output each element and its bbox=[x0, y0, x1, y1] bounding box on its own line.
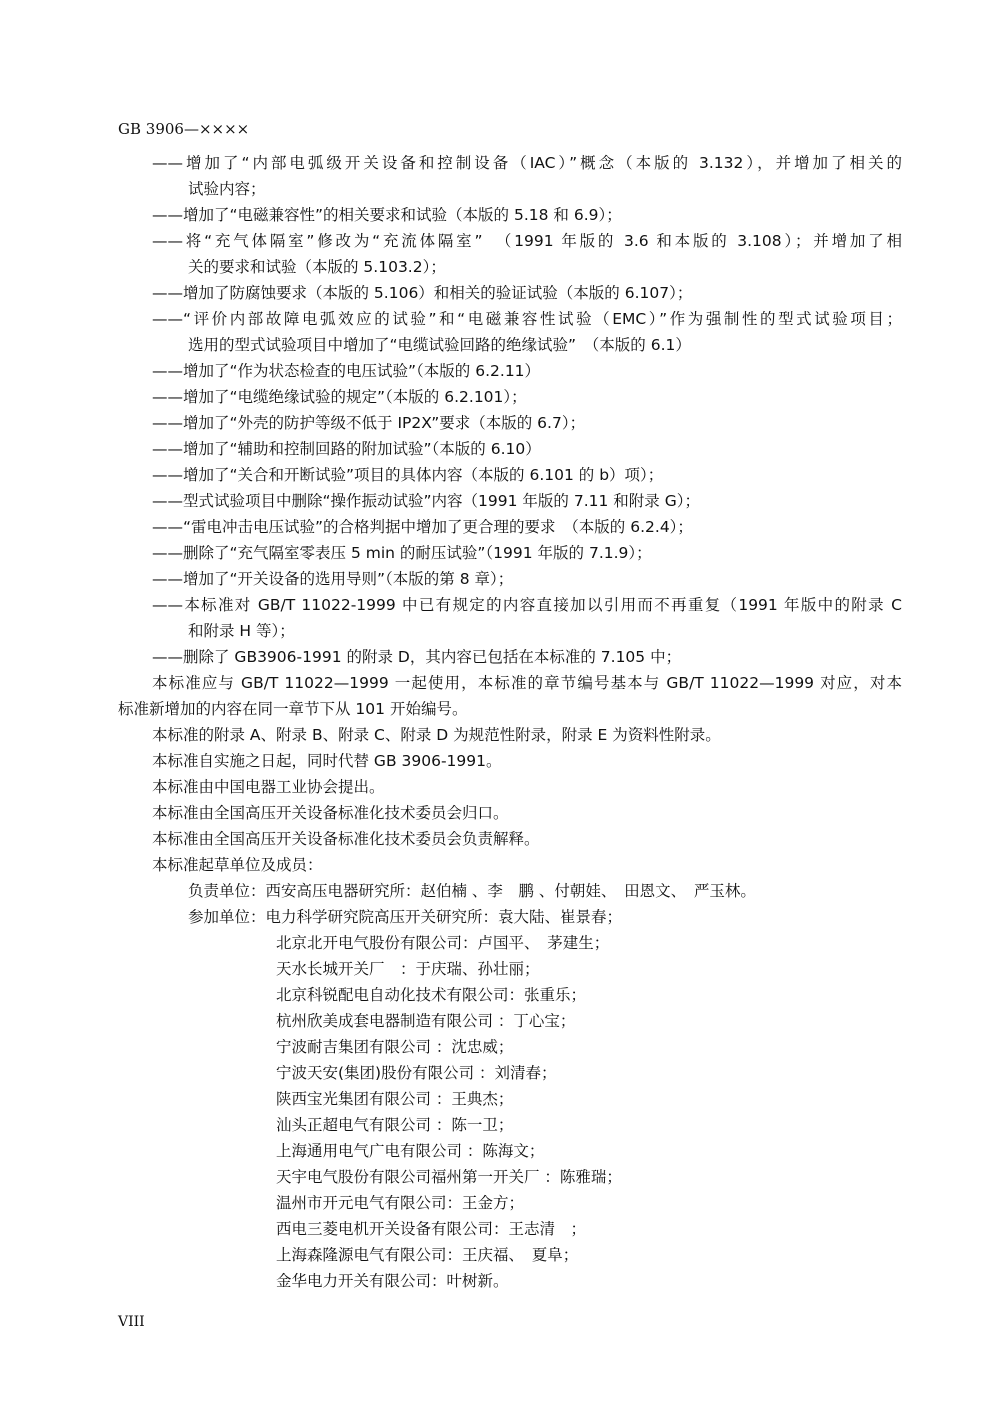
paragraph-line: 本标准由全国高压开关设备标准化技术委员会负责解释。 bbox=[152, 830, 540, 848]
change-item-line: ——增加了“关合和开断试验”项目的具体内容（本版的 6.101 的 b）项）； bbox=[152, 466, 664, 484]
drafter-entry: 天水长城开关厂 ：于庆瑞、孙壮丽； bbox=[276, 960, 540, 978]
change-item-line: ——将“充气体隔室”修改为“充流体隔室” （1991 年版的 3.6 和本版的 3.108）；并增加了相 bbox=[152, 232, 902, 250]
drafter-entry: 负责单位：西安高压电器研究所：赵伯楠 、李 鹏 、付朝娃、 田恩文、 严玉林。 bbox=[188, 882, 756, 900]
drafter-entry: 天宇电气股份有限公司福州第一开关厂 ：陈雅瑞； bbox=[276, 1168, 622, 1186]
paragraph-line: 本标准由中国电器工业协会提出。 bbox=[152, 778, 385, 796]
change-item-continuation: 试验内容； bbox=[188, 180, 266, 198]
change-item-line: ——本标准对 GB/T 11022-1999 中已有规定的内容直接加以引用而不再重复（1991 年版中的附录 C bbox=[152, 596, 902, 614]
paragraph-line: 本标准起草单位及成员： bbox=[152, 856, 323, 874]
drafter-entry: 杭州欣美成套电器制造有限公司 ：丁心宝； bbox=[276, 1012, 576, 1030]
change-item-line: ——型式试验项目中删除“操作振动试验”内容（1991 年版的 7.11 和附录 G）； bbox=[152, 492, 700, 510]
drafter-entry: 北京科锐配电自动化技术有限公司：张重乐； bbox=[276, 986, 587, 1004]
document-body bbox=[118, 150, 902, 1294]
paragraph-line: 本标准由全国高压开关设备标准化技术委员会归口。 bbox=[152, 804, 509, 822]
drafter-entry: 陕西宝光集团有限公司 ：王典杰； bbox=[276, 1090, 514, 1108]
drafter-entry: 上海森隆源电气有限公司：王庆福、 夏阜； bbox=[276, 1246, 579, 1264]
drafter-entry: 金华电力开关有限公司：叶树新。 bbox=[276, 1272, 509, 1290]
drafter-entry: 汕头正超电气有限公司 ：陈一卫； bbox=[276, 1116, 514, 1134]
change-item-line: ——增加了“开关设备的选用导则”（本版的第 8 章）； bbox=[152, 570, 514, 588]
change-item-continuation: 选用的型式试验项目中增加了“电缆试验回路的绝缘试验” （本版的 6.1） bbox=[188, 336, 691, 354]
change-item-line: ——删除了 GB3906-1991 的附录 D，其内容已包括在本标准的 7.105 中； bbox=[152, 648, 682, 666]
drafter-entry: 参加单位：电力科学研究院高压开关研究所：袁大陆、崔景春； bbox=[188, 908, 623, 926]
change-item-line: ——增加了“内部电弧级开关设备和控制设备（IAC）”概念（本版的 3.132），并增加了相关的 bbox=[152, 154, 902, 172]
drafter-entry: 宁波耐吉集团有限公司 ：沈忠威； bbox=[276, 1038, 514, 1056]
drafter-entry: 上海通用电气广电有限公司 ：陈海文； bbox=[276, 1142, 545, 1160]
change-item-line: ——“雷电冲击电压试验”的合格判据中增加了更合理的要求 （本版的 6.2.4）； bbox=[152, 518, 693, 536]
change-item-line: ——增加了“外壳的防护等级不低于 IP2X”要求（本版的 6.7）； bbox=[152, 414, 586, 432]
standard-code-header: GB 3906—×××× bbox=[118, 120, 250, 138]
change-item-line: ——增加了“电磁兼容性”的相关要求和试验（本版的 5.18 和 6.9）； bbox=[152, 206, 622, 224]
change-item-continuation: 和附录 H 等）； bbox=[188, 622, 295, 640]
change-item-line: ——删除了“充气隔室零表压 5 min 的耐压试验”（1991 年版的 7.1.9）； bbox=[152, 544, 652, 562]
change-item-line: ——增加了“电缆绝缘试验的规定”（本版的 6.2.101）； bbox=[152, 388, 527, 406]
page-number: VIII bbox=[118, 1314, 145, 1330]
paragraph-line: 本标准的附录 A、附录 B、附录 C、附录 D 为规范性附录，附录 E 为资料性附录。 bbox=[152, 726, 721, 744]
change-item-line: ——“评价内部故障电弧效应的试验”和“电磁兼容性试验（EMC）”作为强制性的型式试验项目； bbox=[152, 310, 902, 328]
drafter-entry: 温州市开元电气有限公司：王金方； bbox=[276, 1194, 525, 1212]
drafter-entry: 北京北开电气股份有限公司：卢国平、 茅建生； bbox=[276, 934, 610, 952]
change-item-line: ——增加了防腐蚀要求（本版的 5.106）和相关的验证试验（本版的 6.107）； bbox=[152, 284, 693, 302]
change-item-line: ——增加了“辅助和控制回路的附加试验”（本版的 6.10） bbox=[152, 440, 541, 458]
change-item-line: ——增加了“作为状态检查的电压试验”（本版的 6.2.11） bbox=[152, 362, 541, 380]
drafter-entry: 宁波天安(集团)股份有限公司 ：刘清春； bbox=[276, 1064, 557, 1082]
change-item-continuation: 关的要求和试验（本版的 5.103.2）； bbox=[188, 258, 446, 276]
drafter-entry: 西电三菱电机开关设备有限公司：王志清 ； bbox=[276, 1220, 587, 1238]
paragraph-line: 标准新增加的内容在同一章节下从 101 开始编号。 bbox=[118, 700, 468, 718]
paragraph-line: 本标准应与 GB/T 11022—1999 一起使用，本标准的章节编号基本与 GB/T 11022—1999 对应，对本 bbox=[152, 674, 902, 692]
paragraph-line: 本标准自实施之日起，同时代替 GB 3906-1991。 bbox=[152, 752, 502, 770]
